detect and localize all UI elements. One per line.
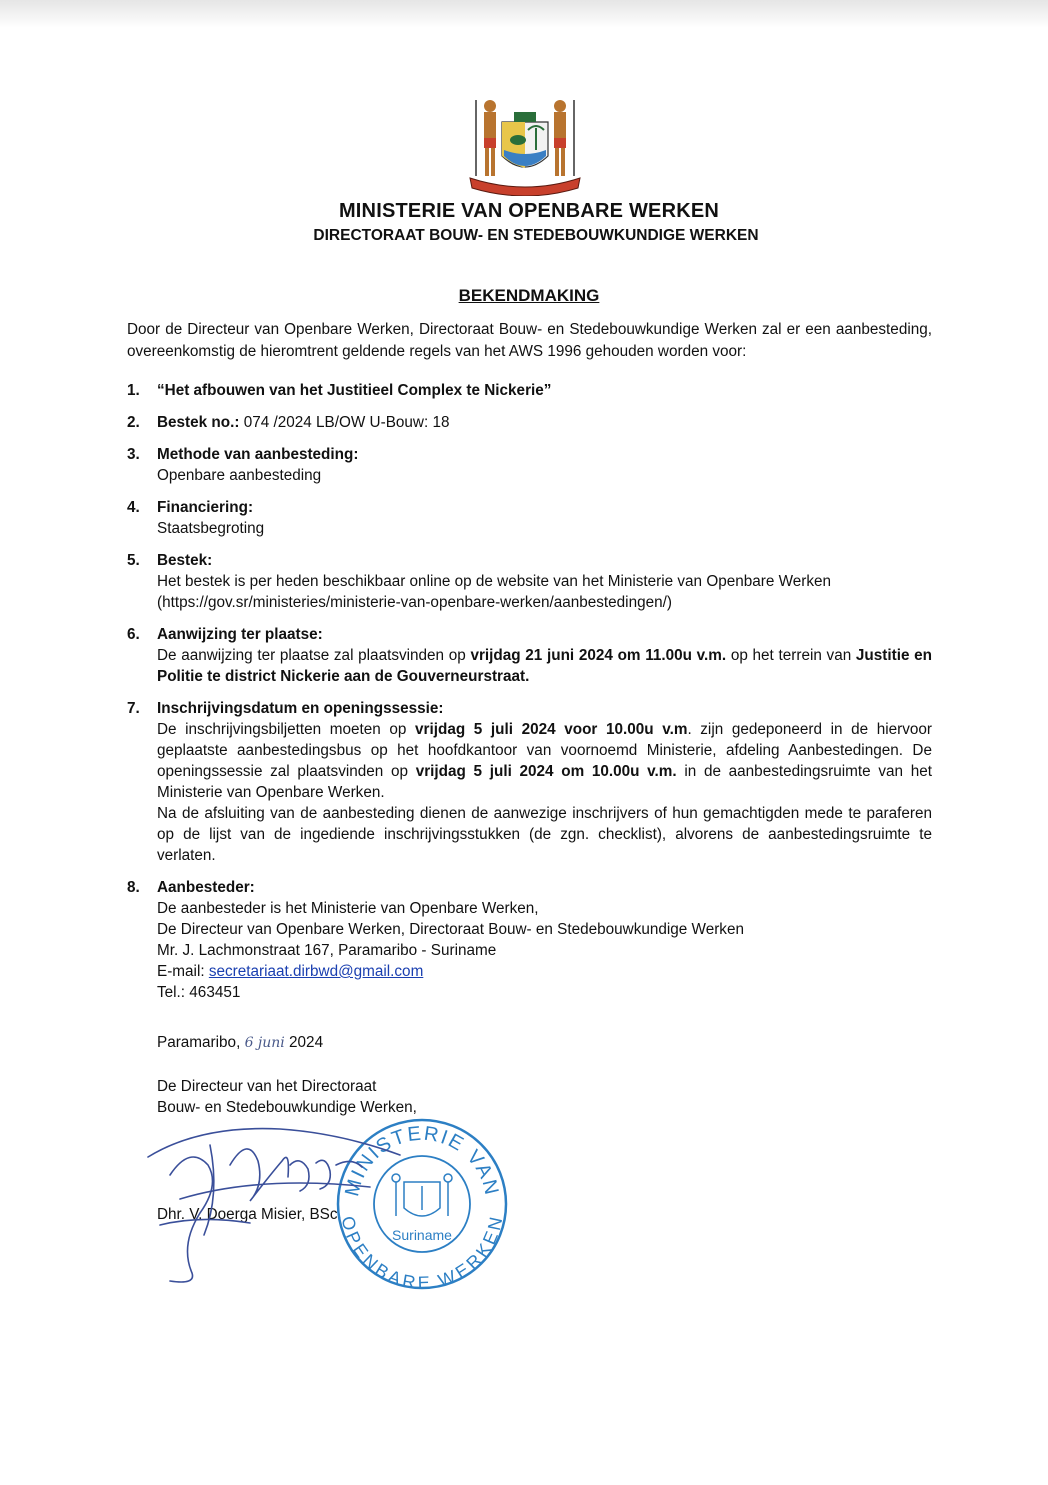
place-date-line <box>157 1034 323 1052</box>
item-title: Methode van aanbesteding: <box>157 446 359 463</box>
signer-title-line: De Directeur van het Directoraat <box>157 1078 377 1095</box>
body-bold: vrijdag 5 juli 2024 voor 10.00u v.m <box>415 721 688 738</box>
item-title: Aanbesteder: <box>157 879 255 896</box>
item-body <box>157 719 932 803</box>
item-contracting-authority <box>127 877 932 1003</box>
signer-title-line: Bouw- en Stedebouwkundige Werken, <box>157 1099 417 1116</box>
item-financing <box>127 497 932 539</box>
item-title: Bestek: <box>157 552 213 569</box>
stamp-center-text: Suriname <box>392 1227 452 1243</box>
handwritten-date: 6 juni <box>244 1035 285 1051</box>
item-submission <box>127 698 932 866</box>
item-body: Openbare aanbesteding <box>157 467 322 484</box>
item-number: 1. <box>127 382 140 399</box>
item-title: “Het afbouwen van het Justitieel Complex te Nickerie” <box>157 382 552 399</box>
signer-name: Dhr. V. Doerga Misier, BSc. <box>157 1206 342 1223</box>
item-body <box>157 645 932 687</box>
scan-edge-shadow <box>0 0 1048 28</box>
item-number: 3. <box>127 446 140 463</box>
item-number: 4. <box>127 499 140 516</box>
address-line: Mr. J. Lachmonstraat 167, Paramaribo - Suriname <box>157 942 497 959</box>
item-bestek <box>127 550 932 613</box>
body-text: op het terrein van <box>726 647 856 664</box>
announcement-items <box>127 380 932 1003</box>
stamp-bottom-text: OPENBARE WERKEN <box>337 1214 507 1292</box>
item-number: 8. <box>127 879 140 896</box>
body-bold: vrijdag 21 juni 2024 om 11.00u v.m. <box>470 647 727 664</box>
authority-line: De aanbesteder is het Ministerie van Openbare Werken, <box>157 900 539 917</box>
stamp-top-text: MINISTERIE VAN <box>341 1122 503 1199</box>
authority-line: De Directeur van Openbare Werken, Directoraat Bouw- en Stedebouwkundige Werken <box>157 921 744 938</box>
item-label: Bestek no.: <box>157 414 240 431</box>
item-bestek-no <box>127 412 932 433</box>
item-body-note: Na de afsluiting van de aanbesteding dienen de aanwezige inschrijvers of hun gemachtigden mede te paraferen op de lijst van de ingediende inschrijvingsstukken (de zgn. checklist), alvorens de aanbestedingsruimte te verlaten. <box>157 805 932 864</box>
directorate-title: DIRECTORAAT BOUW- EN STEDEBOUWKUNDIGE WERKEN <box>313 227 759 244</box>
body-text: De inschrijvingsbiljetten moeten op <box>157 721 416 738</box>
email-line <box>157 961 932 982</box>
coat-of-arms-emblem <box>462 92 588 196</box>
body-text: De aanwijzing ter plaatse zal plaatsvinden op <box>157 647 471 664</box>
item-site-visit <box>127 624 932 687</box>
body-bold: Justitie en Politie te district Nickerie aan de Gouverneurstraat. <box>157 647 932 685</box>
email-link[interactable]: secretariaat.dirbwd@gmail.com <box>208 963 424 980</box>
place-text: Paramaribo, <box>157 1034 245 1051</box>
announcement-heading: BEKENDMAKING <box>458 286 600 305</box>
item-number: 6. <box>127 626 140 643</box>
handwritten-signature <box>140 1105 420 1295</box>
item-number: 7. <box>127 700 140 717</box>
item-body: Het bestek is per heden beschikbaar online op de website van het Ministerie van Openbare Werken <box>157 573 832 590</box>
body-bold: vrijdag 5 juli 2024 om 10.00u v.m. <box>415 763 677 780</box>
item-number: 5. <box>127 552 140 569</box>
item-number: 2. <box>127 414 140 431</box>
item-title: Aanwijzing ter plaatse: <box>157 626 323 643</box>
intro-paragraph: Door de Directeur van Openbare Werken, Directoraat Bouw- en Stedebouwkundige Werken zal er een aanbesteding, overeenkomstig de hieromtrent geldende regels van het AWS 1996 gehouden worden voor: <box>127 321 932 360</box>
item-body: Staatsbegroting <box>157 520 265 537</box>
item-value: 074 /2024 LB/OW U-Bouw: 18 <box>239 414 450 431</box>
bestek-url: (https://gov.sr/ministeries/ministerie-van-openbare-werken/aanbestedingen/) <box>157 594 672 611</box>
item-project <box>127 380 932 401</box>
item-method <box>127 444 932 486</box>
body-text: . zijn gedeponeerd in de hiervoor geplaatste aanbestedingsbus op het hoofdkantoor van voornoemd Ministerie, afdeling Aanbestedingen. De openingssessie zal plaatsvinden op <box>157 721 932 780</box>
email-label: E-mail: <box>157 963 209 980</box>
item-title: Financiering: <box>157 499 254 516</box>
item-title: Inschrijvingsdatum en openingssessie: <box>157 700 444 717</box>
phone-line: Tel.: 463451 <box>157 984 241 1001</box>
body-text: in de aanbestedingsruimte van het Ministerie van Openbare Werken. <box>157 763 932 801</box>
ministry-title: MINISTERIE VAN OPENBARE WERKEN <box>338 200 720 222</box>
year-text: 2024 <box>284 1034 324 1051</box>
